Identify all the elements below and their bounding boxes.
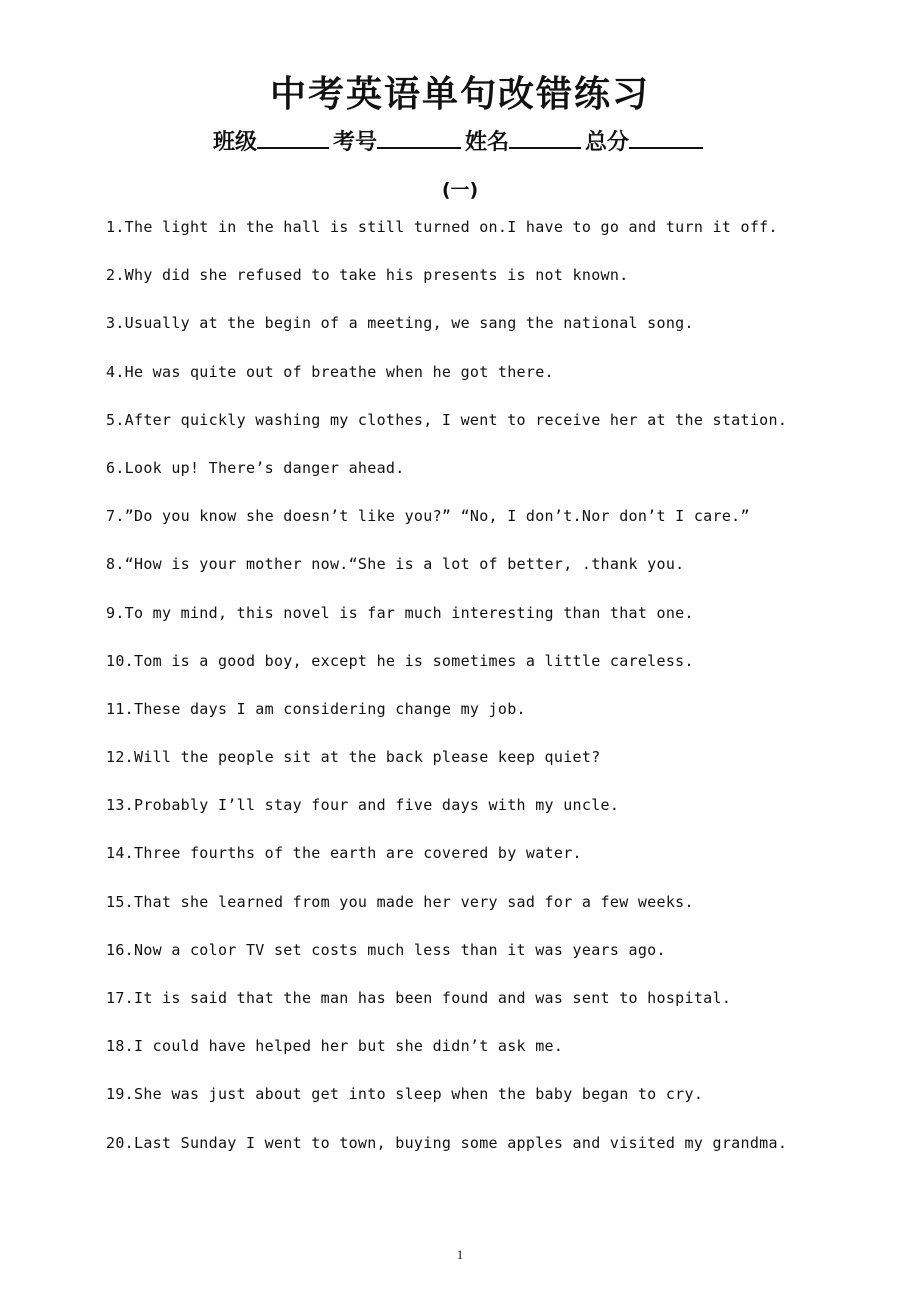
question-item: 8.“How is your mother now.“She is a lot of better, .thank you. xyxy=(106,555,685,574)
question-item: 5.After quickly washing my clothes, I went to receive her at the station. xyxy=(106,410,788,429)
question-item: 16.Now a color TV set costs much less than it was years ago. xyxy=(106,940,666,959)
question-item: 9.To my mind, this novel is far much interesting than that one. xyxy=(106,603,694,622)
name-blank xyxy=(509,125,581,149)
question-item: 19.She was just about get into sleep when the baby began to cry. xyxy=(106,1085,704,1104)
class-field xyxy=(213,125,333,161)
question-item: 20.Last Sunday I went to town, buying some apples and visited my grandma. xyxy=(106,1133,788,1152)
question-item: 7.”Do you know she doesn’t like you?” “No, I don’t.Nor don’t I care.” xyxy=(106,507,750,526)
name-label: 姓名 xyxy=(465,130,510,155)
question-item: 15.That she learned from you made her very sad for a few weeks. xyxy=(106,892,694,911)
question-item: 12.Will the people sit at the back please keep quiet? xyxy=(106,748,601,767)
question-item: 3.Usually at the begin of a meeting, we sang the national song. xyxy=(106,314,694,333)
question-item: 17.It is said that the man has been found and was sent to hospital. xyxy=(106,989,732,1007)
total-score-field xyxy=(585,125,707,161)
exam-number-blank xyxy=(377,125,461,149)
section-title: (一) xyxy=(441,179,479,201)
name-field xyxy=(465,125,585,161)
class-label: 班级 xyxy=(212,130,257,155)
exam-number-label: 考号 xyxy=(332,130,377,155)
question-item: 1.The light in the hall is still turned on.I have to go and turn it off. xyxy=(106,218,778,236)
total-score-blank xyxy=(629,125,703,149)
question-item: 18.I could have helped her but she didn’t ask me. xyxy=(106,1037,564,1056)
question-list xyxy=(106,213,896,1177)
page-number: 1 xyxy=(456,1247,464,1262)
question-item: 10.Tom is a good boy, except he is sometimes a little careless. xyxy=(106,651,694,670)
question-item: 11.These days I am considering change my job. xyxy=(106,699,526,718)
exam-number-field xyxy=(333,125,465,161)
question-item: 6.Look up! There’s danger ahead. xyxy=(106,458,405,477)
page-title: 中考英语单句改错练习 xyxy=(269,74,650,115)
total-score-label: 总分 xyxy=(585,130,630,155)
question-item: 2.Why did she refused to take his presents is not known. xyxy=(106,266,629,285)
question-item: 4.He was quite out of breathe when he got there. xyxy=(106,362,554,381)
student-info-line xyxy=(0,125,920,161)
question-item: 13.Probably I’ll stay four and five days with my uncle. xyxy=(106,796,620,815)
question-item: 14.Three fourths of the earth are covered by water. xyxy=(106,844,582,863)
class-blank xyxy=(257,125,329,149)
